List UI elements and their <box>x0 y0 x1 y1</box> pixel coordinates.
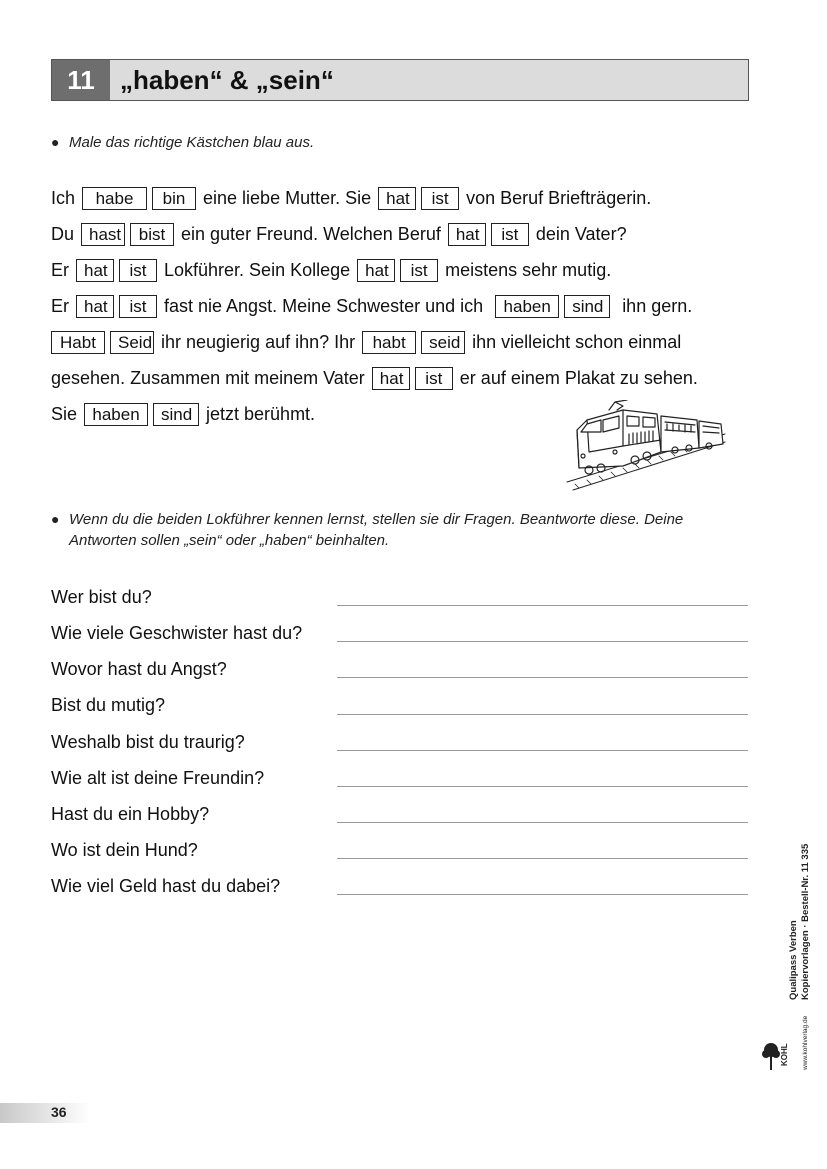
series-title: Qualipass Verben <box>788 920 799 1000</box>
choice-box[interactable]: hat <box>76 295 114 318</box>
line-text: gesehen. Zusammen mit meinem Vater <box>51 368 365 388</box>
train-icon <box>565 400 727 492</box>
answer-line[interactable] <box>337 822 748 823</box>
choice-box[interactable]: ist <box>491 223 529 246</box>
line-text: ein guter Freund. Welchen Beruf <box>181 224 441 244</box>
line-text: Lokführer. Sein Kollege <box>164 260 351 280</box>
publisher-sidebar <box>775 830 825 1080</box>
question: Wie alt ist deine Freundin? <box>51 768 265 788</box>
exercise-line-3 <box>51 257 611 283</box>
answer-line[interactable] <box>337 605 748 606</box>
choice-box[interactable]: seid <box>421 331 465 354</box>
question: Wovor hast du Angst? <box>51 659 227 679</box>
line-text: meistens sehr mutig. <box>445 260 612 280</box>
question: Wie viel Geld hast du dabei? <box>51 876 281 896</box>
choice-box[interactable]: ist <box>415 367 453 390</box>
line-text: dein Vater? <box>535 224 627 244</box>
answer-line[interactable] <box>337 750 748 751</box>
bullet-icon: ● <box>51 134 60 150</box>
choice-box[interactable]: hat <box>448 223 486 246</box>
line-text: von Beruf Briefträgerin. <box>466 188 652 208</box>
answer-line[interactable] <box>337 677 748 678</box>
answer-line[interactable] <box>337 641 748 642</box>
choice-box[interactable]: ist <box>400 259 438 282</box>
choice-box[interactable]: ist <box>119 295 157 318</box>
line-text: fast nie Angst. Meine Schwester und ich <box>164 296 484 316</box>
choice-box[interactable]: hast <box>81 223 125 246</box>
line-text: Sie <box>51 404 78 424</box>
instruction-text: Male das richtige Kästchen blau aus. <box>69 134 315 151</box>
line-text: jetzt berühmt. <box>206 404 316 424</box>
worksheet-header <box>51 59 749 101</box>
exercise-line-5 <box>51 329 681 355</box>
choice-box[interactable]: hat <box>357 259 395 282</box>
instruction-text-line-2: Antworten sollen „sein“ oder „haben“ beinhalten. <box>69 532 390 549</box>
choice-box[interactable]: hat <box>378 187 416 210</box>
line-text: Du <box>51 224 75 244</box>
question: Wie viele Geschwister hast du? <box>51 623 303 643</box>
choice-box[interactable]: ist <box>421 187 459 210</box>
line-text: ihr neugierig auf ihn? Ihr <box>161 332 356 352</box>
exercise-line-7 <box>51 401 315 427</box>
choice-box[interactable]: ist <box>119 259 157 282</box>
question: Hast du ein Hobby? <box>51 804 210 824</box>
publisher-website[interactable]: www.kohlverlag.de <box>802 1015 809 1070</box>
tree-logo-icon <box>761 1022 781 1072</box>
instruction-text-line-1: Wenn du die beiden Lokführer kennen lernst, stellen sie dir Fragen. Beantworte diese. Deine <box>69 511 684 528</box>
bullet-icon: ● <box>51 511 60 527</box>
line-text: eine liebe Mutter. Sie <box>203 188 372 208</box>
line-text: ihn vielleicht schon einmal <box>472 332 682 352</box>
answer-line[interactable] <box>337 714 748 715</box>
instruction-2 <box>51 509 751 551</box>
choice-box[interactable]: hat <box>372 367 410 390</box>
choice-box[interactable]: bin <box>152 187 196 210</box>
worksheet-title: „haben“ & „sein“ <box>120 64 334 95</box>
order-number: Kopiervorlagen · Bestell-Nr. 11 335 <box>800 843 811 1000</box>
exercise-line-2 <box>51 221 627 247</box>
choice-box[interactable]: Seid <box>110 331 154 354</box>
line-text: Er <box>51 296 69 316</box>
instruction-1 <box>51 132 751 153</box>
choice-box[interactable]: habt <box>362 331 416 354</box>
exercise-line-4 <box>51 293 692 319</box>
choice-box[interactable]: haben <box>84 403 148 426</box>
answer-line[interactable] <box>337 786 748 787</box>
question: Weshalb bist du traurig? <box>51 732 245 752</box>
question: Wer bist du? <box>51 587 152 607</box>
choice-box[interactable]: sind <box>153 403 199 426</box>
answer-line[interactable] <box>337 858 748 859</box>
choice-box[interactable]: sind <box>564 295 610 318</box>
answer-line[interactable] <box>337 894 748 895</box>
exercise-line-6 <box>51 365 698 391</box>
footer-bar <box>0 1103 90 1123</box>
line-text: er auf einem Plakat zu sehen. <box>459 368 698 388</box>
choice-box[interactable]: bist <box>130 223 174 246</box>
line-text: Er <box>51 260 69 280</box>
line-text: ihn gern. <box>622 296 693 316</box>
choice-box[interactable]: habe <box>82 187 147 210</box>
line-text: Ich <box>51 188 76 208</box>
publisher-name: KOHL <box>780 1043 789 1066</box>
choice-box[interactable]: hat <box>76 259 114 282</box>
exercise-number: 11 <box>52 60 110 100</box>
question: Wo ist dein Hund? <box>51 840 198 860</box>
choice-box[interactable]: Habt <box>51 331 105 354</box>
exercise-line-1 <box>51 185 651 211</box>
choice-box[interactable]: haben <box>495 295 559 318</box>
question: Bist du mutig? <box>51 695 166 715</box>
page-number: 36 <box>51 1104 67 1120</box>
